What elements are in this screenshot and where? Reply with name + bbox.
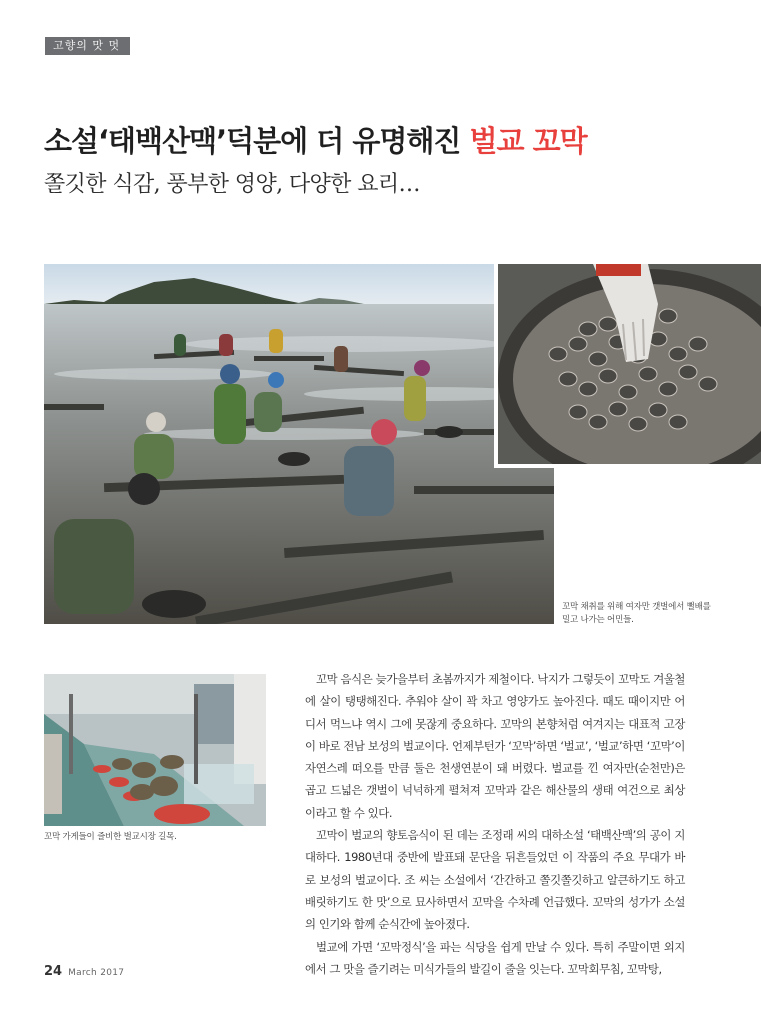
market-street-photo (44, 674, 266, 826)
article-headline (44, 121, 724, 161)
market-photo-caption: 꼬막 가게들이 즐비한 벌교시장 길목. (44, 832, 177, 842)
clams-basin-photo (494, 264, 761, 468)
section-tag: 고향의 맛 멋 (45, 37, 130, 55)
tidal-flat-photo (44, 264, 554, 624)
page-footer (44, 964, 124, 979)
main-photo-caption: 꼬막 채취를 위해 여자만 갯벌에서 뻘배를 밀고 나가는 어민들. (562, 602, 711, 625)
headline-main: 소설‘태백산맥’덕분에 더 유명해진 (44, 124, 470, 158)
body-paragraph: 꼬막이 벌교의 향토음식이 된 데는 조정래 씨의 대하소설 ‘태백산맥’의 공이 지대하다. 1980년대 중반에 발표돼 문단을 뒤흔들었던 이 작품의 주요 무대가 바로 보성의 벌교이다. 조 씨는 소설에서 ‘간간하고 쫄깃쫄깃하고 알큰하기도 하고 배릿하기도 한 맛’으로 묘사하면서 꼬막을 수차례 언급했다. 꼬막의 성가가 소설의 인기와 함께 순식간에 높아졌다. (305, 828, 685, 932)
article-subhead: 쫄깃한 식감, 풍부한 영양, 다양한 요리… (44, 172, 420, 197)
headline-accent: 벌교 꼬막 (469, 124, 587, 158)
article-body (305, 668, 685, 980)
body-paragraph: 벌교에 가면 ‘꼬막정식’을 파는 식당을 쉽게 만날 수 있다. 특히 주말이면 외지에서 그 맛을 즐기려는 미식가들의 발길이 줄을 잇는다. 꼬막회무침, 꼬막탕, (305, 939, 685, 976)
body-paragraph: 꼬막 음식은 늦가을부터 초봄까지가 제철이다. 낙지가 그렇듯이 꼬막도 겨울철에 살이 탱탱해진다. 추워야 살이 꽉 차고 영양가도 높아진다. 때도 때이지만 어디서 먹느냐 역시 그에 못잖게 중요하다. 꼬막의 본향처럼 여겨지는 대표적 고장이 바로 전남 보성의 벌교이다. 언제부턴가 ‘꼬막’하면 ‘벌교’, ‘벌교’하면 ‘꼬막’이 자연스레 떠오를 만큼 둘은 천생연분이 돼 버렸다. 벌교를 낀 여자만(순천만)은 곱고 드넓은 갯벌이 넉넉하게 펼쳐져 꼬막과 같은 해산물의 생태 여건으로 최상이라고 할 수 있다. (305, 672, 685, 820)
issue-date: March 2017 (68, 968, 125, 978)
page-number: 24 (44, 964, 63, 979)
